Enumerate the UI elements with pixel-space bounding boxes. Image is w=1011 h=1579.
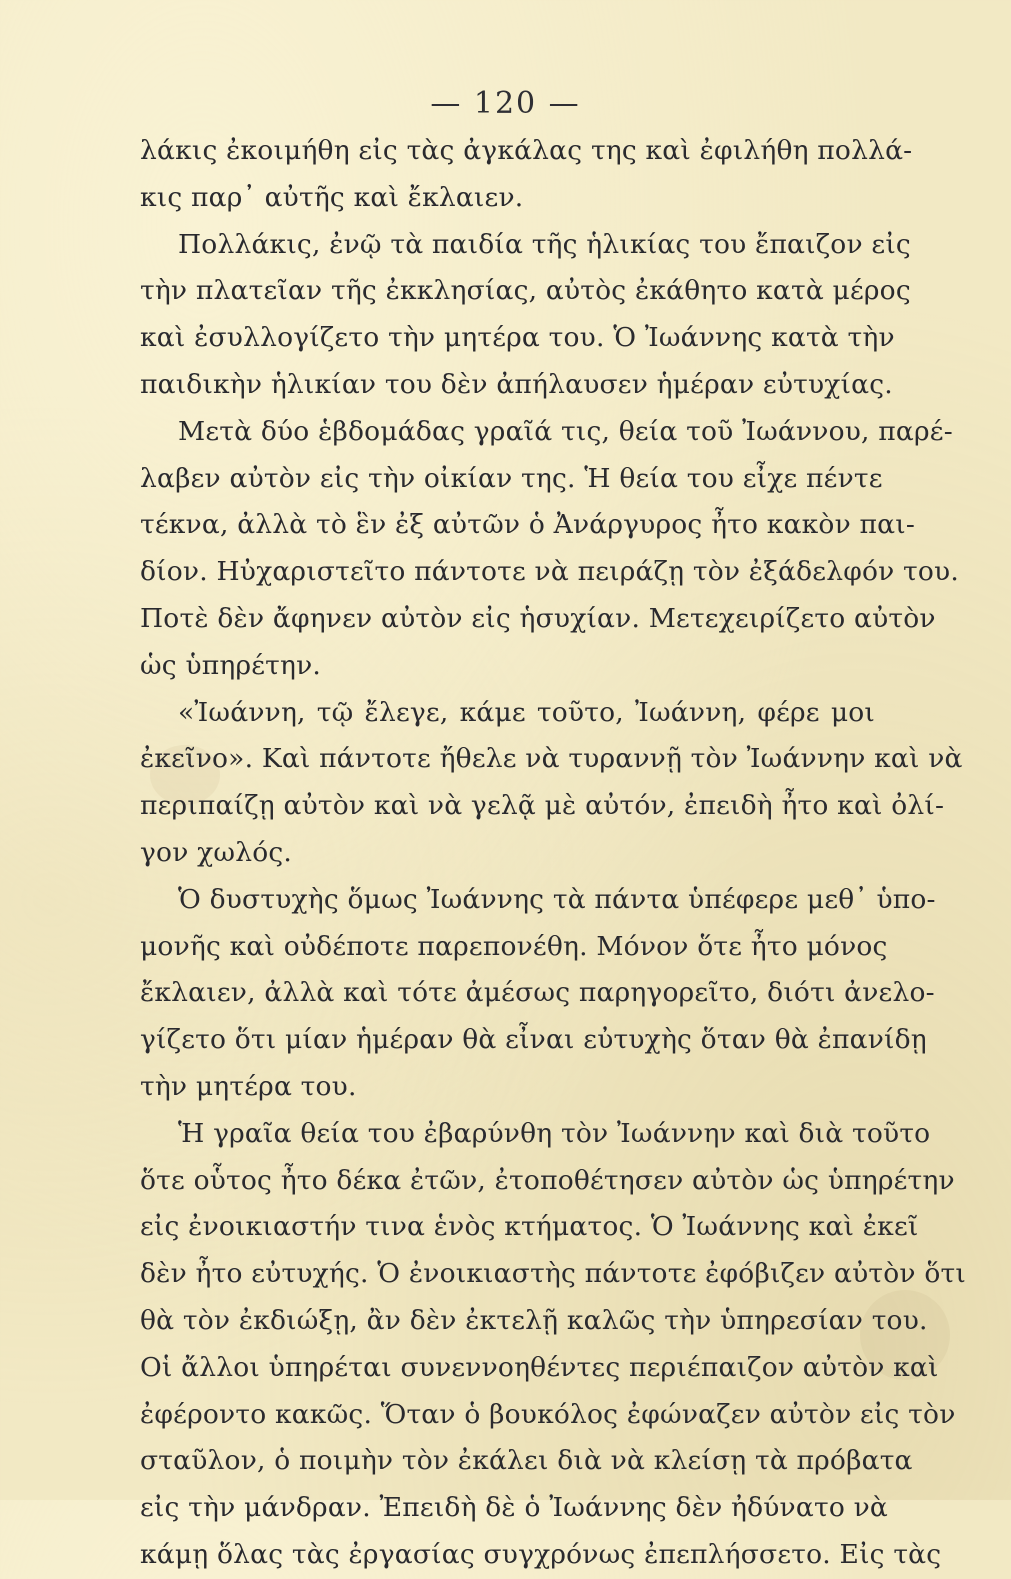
text-line: κις παρ᾽ αὐτῆς καὶ ἔκλαιεν.: [140, 181, 524, 213]
text-line: τὴν πλατεῖαν τῆς ἐκκλησίας, αὐτὸς ἐκάθητο κατὰ μέρος: [140, 275, 911, 307]
text-line: «Ἰωάννη, τῷ ἔλεγε, κάμε τοῦτο, Ἰωάννη, φέρε μοι: [178, 696, 875, 728]
text-line: λαβεν αὐτὸν εἰς τὴν οἰκίαν της. Ἡ θεία του εἶχε πέντε: [140, 462, 883, 494]
text-line: μονῆς καὶ οὐδέποτε παρεπονέθη. Μόνον ὅτε ἦτο μόνος: [140, 930, 888, 962]
text-line: λάκις ἐκοιμήθη εἰς τὰς ἀγκάλας της καὶ ἐφιλήθη πολλά-: [140, 135, 913, 166]
text-line: ἔκλαιεν, ἀλλὰ καὶ τότε ἀμέσως παρηγορεῖτο, διότι ἀνελο-: [140, 977, 935, 1009]
text-line: ἐφέροντο κακῶς. Ὅταν ὁ βουκόλος ἐφώναζεν αὐτὸν εἰς τὸν: [140, 1398, 956, 1430]
text-line: σταῦλον, ὁ ποιμὴν τὸν ἐκάλει διὰ νὰ κλείσῃ τὰ πρόβατα: [140, 1445, 913, 1477]
text-line: Οἱ ἄλλοι ὑπηρέται συνεννοηθέντες περιέπαιζον αὐτὸν καὶ: [140, 1351, 939, 1383]
text-line: δίον. Ηὐχαριστεῖτο πάντοτε νὰ πειράζῃ τὸν ἐξάδελφόν του.: [140, 556, 959, 588]
text-line: Πολλάκις, ἐνῷ τὰ παιδία τῆς ἡλικίας του ἔπαιζον εἰς: [178, 228, 911, 260]
text-line: γον χωλός.: [140, 836, 293, 868]
text-line: Ὁ δυστυχὴς ὅμως Ἰωάννης τὰ πάντα ὑπέφερε μεθ᾽ ὑπο-: [178, 883, 936, 915]
text-line: τέκνα, ἀλλὰ τὸ ἓν ἐξ αὐτῶν ὁ Ἀνάργυρος ἦτο κακὸν παι-: [140, 509, 915, 541]
text-line: εἰς τὴν μάνδραν. Ἐπειδὴ δὲ ὁ Ἰωάννης δὲν ἠδύνατο νὰ: [140, 1492, 889, 1524]
body-text: [140, 128, 966, 1579]
text-line: Μετὰ δύο ἑβδομάδας γραῖά τις, θεία τοῦ Ἰωάννου, παρέ-: [178, 415, 953, 447]
text-line: γίζετο ὅτι μίαν ἡμέραν θὰ εἶναι εὐτυχὴς ὅταν θὰ ἐπανίδῃ: [140, 1024, 927, 1056]
text-line: καὶ ἐσυλλογίζετο τὴν μητέρα του. Ὁ Ἰωάννης κατὰ τὴν: [140, 322, 895, 354]
text-line: κάμῃ ὅλας τὰς ἐργασίας συγχρόνως ἐπεπλήσσετο. Εἰς τὰς: [140, 1538, 942, 1570]
text-line: περιπαίζῃ αὐτὸν καὶ νὰ γελᾷ μὲ αὐτόν, ἐπειδὴ ἦτο καὶ ὀλί-: [140, 790, 945, 822]
text-line: ἐκεῖνο». Καὶ πάντοτε ἤθελε νὰ τυραννῇ τὸν Ἰωάννην καὶ νὰ: [140, 743, 963, 775]
text-line: τὴν μητέρα του.: [140, 1070, 357, 1102]
text-line: Ἡ γραῖα θεία του ἐβαρύνθη τὸν Ἰωάννην καὶ διὰ τοῦτο: [178, 1117, 931, 1149]
text-line: ὡς ὑπηρέτην.: [140, 649, 322, 681]
text-line: παιδικὴν ἡλικίαν του δὲν ἀπήλαυσεν ἡμέραν εὐτυχίας.: [140, 368, 893, 400]
page-number: — 120 —: [430, 86, 581, 121]
text-line: δὲν ἦτο εὐτυχής. Ὁ ἐνοικιαστὴς πάντοτε ἐφόβιζεν αὐτὸν ὅτι: [140, 1258, 966, 1290]
text-line: Ποτὲ δὲν ἄφηνεν αὐτὸν εἰς ἡσυχίαν. Μετεχειρίζετο αὐτὸν: [140, 602, 936, 634]
text-line: ὅτε οὗτος ἦτο δέκα ἐτῶν, ἐτοποθέτησεν αὐτὸν ὡς ὑπηρέτην: [140, 1164, 955, 1196]
text-line: εἰς ἐνοικιαστήν τινα ἑνὸς κτήματος. Ὁ Ἰωάννης καὶ ἐκεῖ: [140, 1211, 919, 1243]
text-line: θὰ τὸν ἐκδιώξῃ, ἂν δὲν ἐκτελῇ καλῶς τὴν ὑπηρεσίαν του.: [140, 1304, 928, 1336]
